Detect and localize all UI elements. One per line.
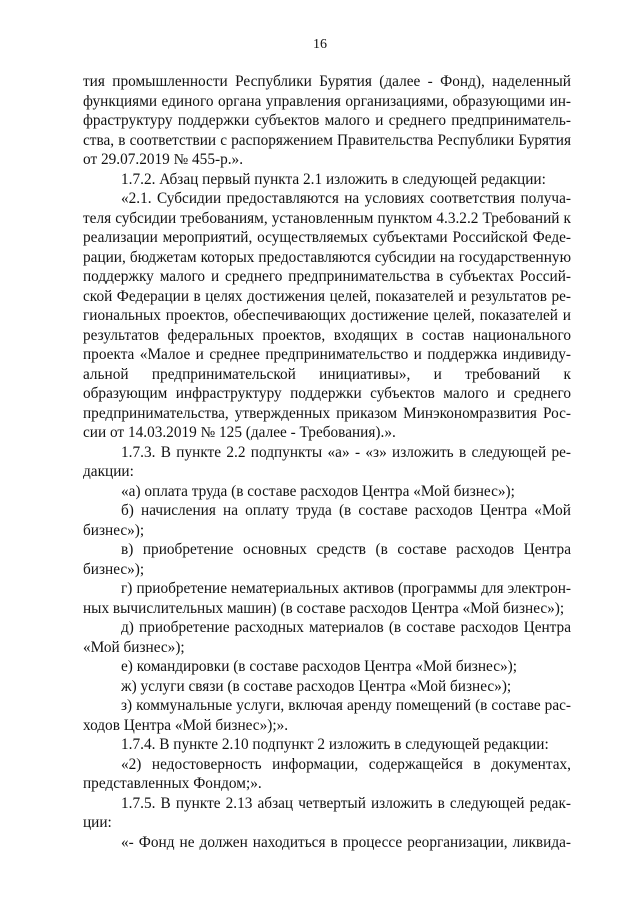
- text-line: альной предпринимательской инициативы», и требований к: [83, 365, 571, 383]
- text-line: сии от 14.03.2019 № 125 (далее - Требования).».: [83, 424, 396, 441]
- text-line: ных вычислительных машин) (в составе расходов Центра «Мой бизнес»);: [83, 599, 565, 617]
- text-line: рации, бюджетам которых предоставляются субсидии на государственную: [83, 248, 571, 266]
- text-line: представленных Фондом;».: [83, 775, 262, 792]
- text-line: «2) недостоверность информации, содержащейся в документах,: [121, 755, 571, 773]
- text-line: тия промышленности Республики Бурятия (далее - Фонд), наделенный: [83, 73, 571, 90]
- text-line: предпринимательства, утвержденных приказом Минэкономразвития Рос-: [83, 404, 571, 422]
- text-line: 1.7.3. В пункте 2.2 подпункты «а» - «з» изложить в следующей ре-: [121, 443, 571, 461]
- text-line: теля субсидии требованиям, установленным пунктом 4.3.2.2 Требований к: [83, 209, 571, 227]
- text-line: «- Фонд не должен находиться в процессе реорганизации, ликвида-: [121, 833, 571, 851]
- text-line: «2.1. Субсидии предоставляются на условиях соответствия получа-: [121, 190, 571, 207]
- text-line: «а) оплата труда (в составе расходов Центра «Мой бизнес»);: [121, 482, 515, 500]
- text-line: ции:: [83, 814, 112, 831]
- text-line: з) коммунальные услуги, включая аренду помещений (в составе рас-: [121, 697, 571, 714]
- text-line: фраструктуру поддержки субъектов малого и среднего предприниматель-: [83, 112, 571, 129]
- text-line: 1.7.4. В пункте 2.10 подпункт 2 изложить в следующей редакции:: [121, 736, 549, 753]
- text-line: ходов Центра «Мой бизнес»);».: [83, 716, 289, 734]
- text-line: дакции:: [83, 463, 134, 480]
- text-line: г) приобретение нематериальных активов (программы для электрон-: [121, 580, 571, 597]
- text-line: ства, в соответствии с распоряжением Правительства Республики Бурятия: [83, 131, 571, 149]
- document-body: [83, 72, 571, 852]
- text-line: б) начисления на оплату труда (в составе расходов Центра «Мой: [121, 502, 571, 519]
- text-line: е) командировки (в составе расходов Центра «Мой бизнес»);: [121, 658, 517, 675]
- text-line: от 29.07.2019 № 455-р.».: [83, 151, 244, 168]
- text-line: ской Федерации в целях достижения целей, показателей и результатов ре-: [83, 287, 571, 305]
- text-line: ж) услуги связи (в составе расходов Центра «Мой бизнес»);: [121, 677, 512, 695]
- text-line: в) приобретение основных средств (в составе расходов Центра: [121, 541, 571, 558]
- page-number: 16: [313, 37, 327, 52]
- text-line: проекта «Малое и среднее предпринимательство и поддержка индивиду-: [83, 346, 571, 363]
- text-line: 1.7.5. В пункте 2.13 абзац четвертый изложить в следующей редак-: [121, 794, 571, 812]
- text-line: образующим инфраструктуру поддержки субъектов малого и среднего: [83, 385, 571, 402]
- text-line: результатов федеральных проектов, входящих в состав национального: [83, 326, 571, 344]
- text-line: реализации мероприятий, осуществляемых субъектами Российской Феде-: [83, 229, 571, 246]
- text-line: поддержку малого и среднего предпринимательства в субъектах Россий-: [83, 268, 571, 285]
- text-line: д) приобретение расходных материалов (в составе расходов Центра: [121, 619, 571, 636]
- text-line: функциями единого органа управления организациями, образующими ин-: [83, 92, 571, 110]
- text-line: 1.7.2. Абзац первый пункта 2.1 изложить в следующей редакции:: [121, 170, 546, 188]
- text-line: бизнес»);: [83, 560, 145, 578]
- text-line: гиональных проектов, обеспечивающих достижение целей, показателей и: [83, 307, 571, 324]
- text-line: «Мой бизнес»);: [83, 638, 185, 656]
- text-line: бизнес»);: [83, 521, 145, 539]
